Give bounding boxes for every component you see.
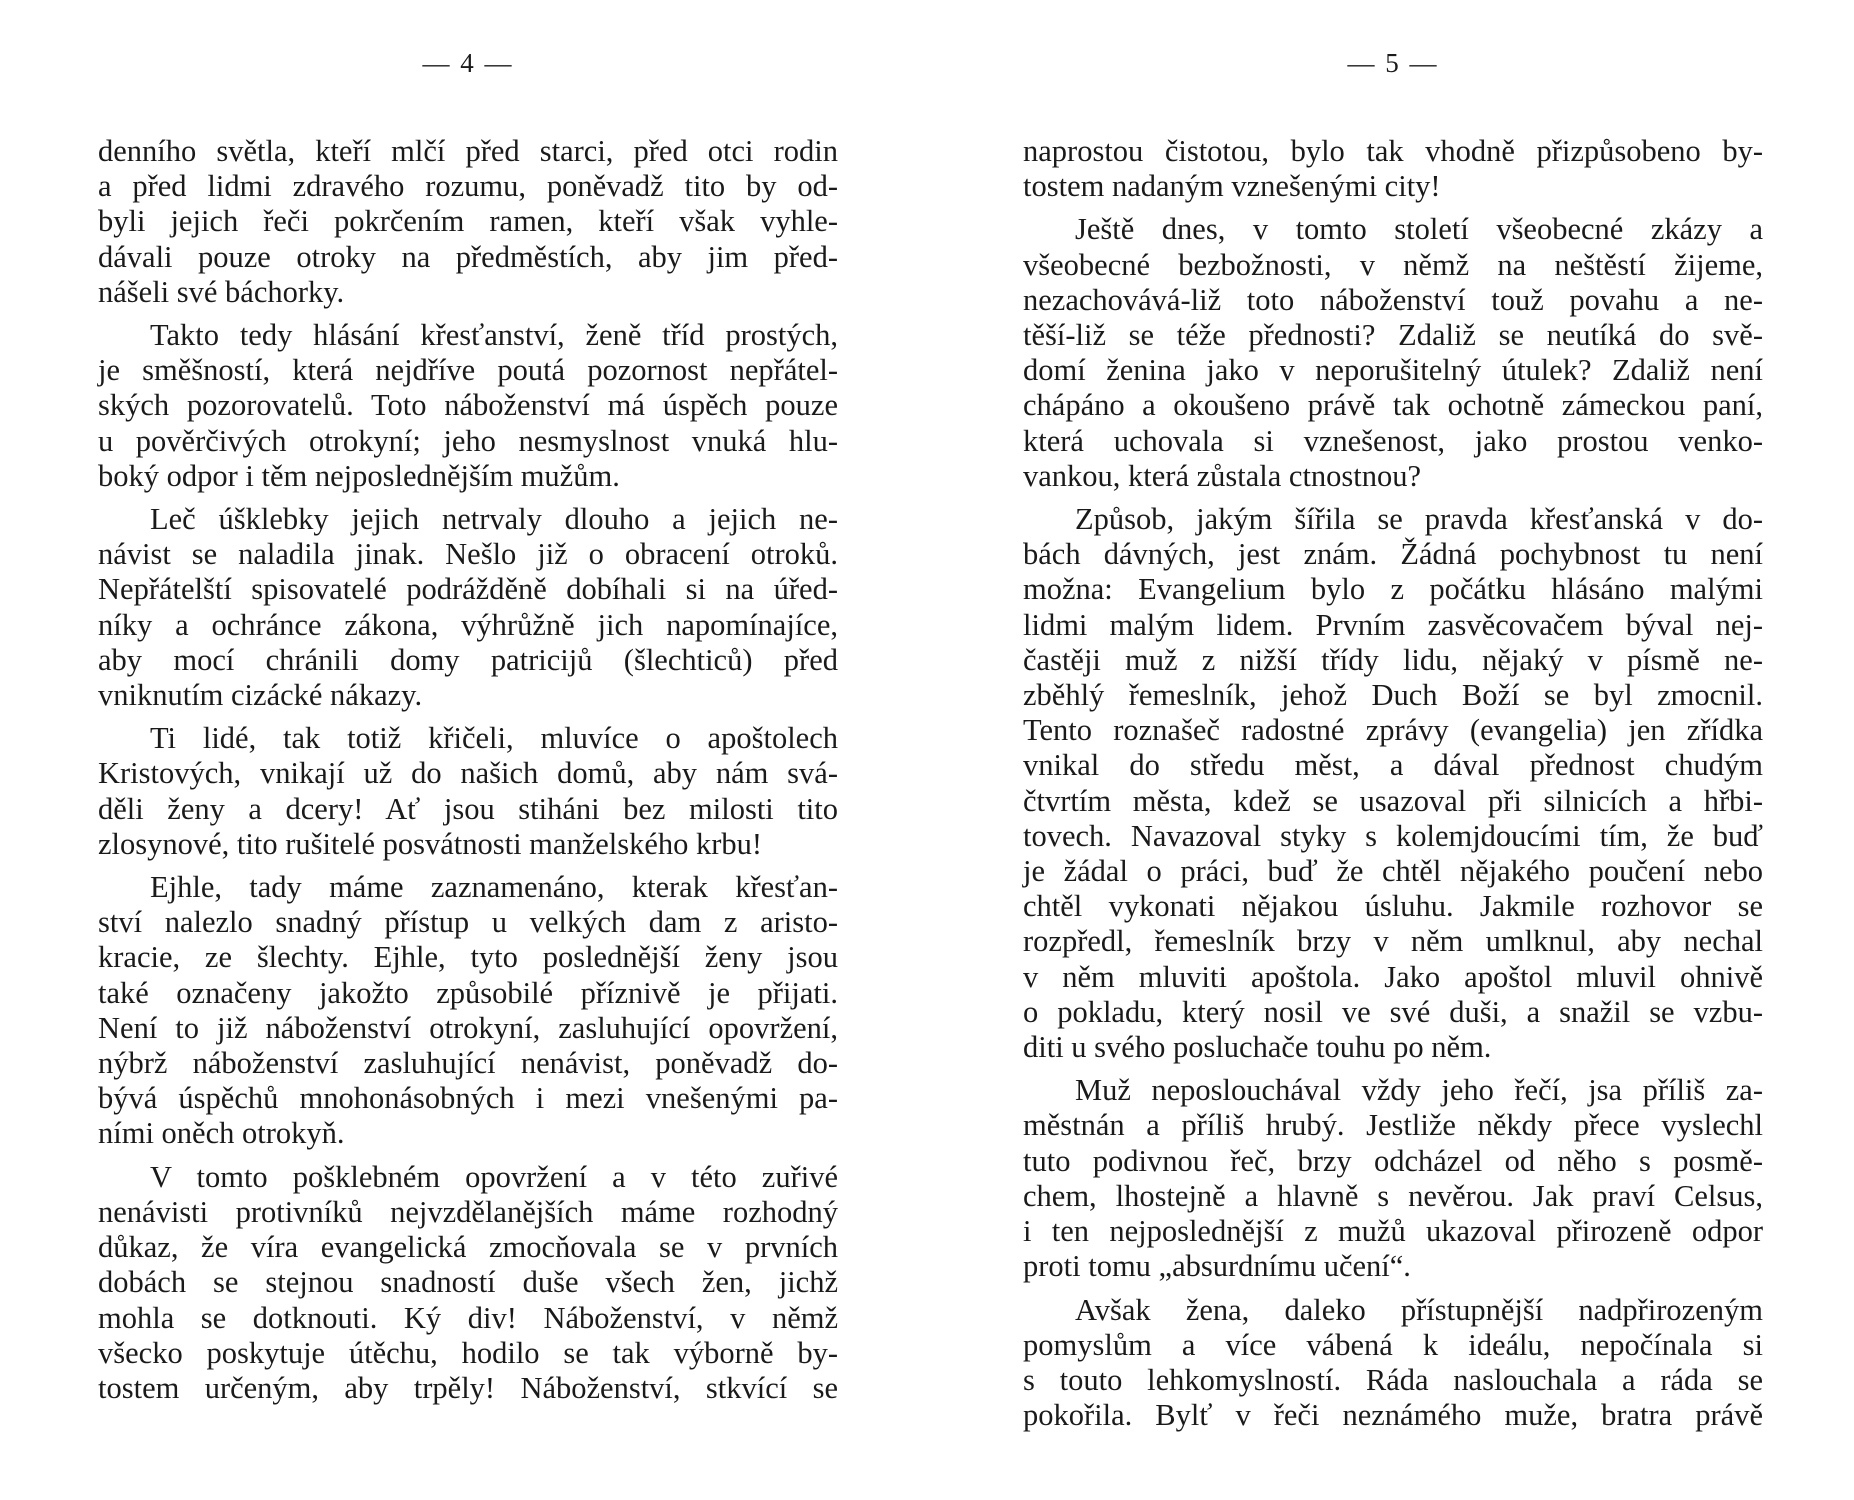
- text-line: Kristových, vnikají už do našich domů, aby nám svá-: [98, 756, 838, 791]
- text-line: nenávisti protivníků nejvzdělanějších máme rozhodný: [98, 1194, 838, 1229]
- text-line: čtvrtím města, kdež se usazoval při silnicích a hřbi-: [1023, 783, 1763, 818]
- text-line: a před lidmi zdravého rozumu, poněvadž tito by od-: [98, 169, 838, 204]
- paragraph: [1023, 1073, 1763, 1284]
- paragraph: [98, 502, 838, 713]
- text-line: tostem určeným, aby trpěly! Náboženství, stkvící se: [98, 1370, 838, 1405]
- paragraph: [98, 318, 838, 494]
- text-line: všecko poskytuje útěchu, hodilo se tak výborně by-: [98, 1335, 838, 1370]
- text-line: návist se naladila jinak. Nešlo již o obracení otroků.: [98, 537, 838, 572]
- right-page: [1023, 0, 1763, 1500]
- text-line: vnikal do středu měst, a dával přednost chudým: [1023, 748, 1763, 783]
- text-line: boký odpor i těm nejposlednějším mužům.: [98, 458, 620, 493]
- text-line: je směšností, která nejdříve poutá pozornost nepřátel-: [98, 353, 838, 388]
- text-line: proti tomu „absurdnímu učení“.: [1023, 1249, 1411, 1284]
- text-line: ství nalezlo snadný přístup u velkých dam z aristo-: [98, 905, 838, 940]
- text-line: o pokladu, který nosil ve své duši, a snažil se vzbu-: [1023, 994, 1763, 1029]
- text-line: tostem nadaným vznešenými city!: [1023, 169, 1441, 204]
- paragraph: [1023, 502, 1763, 1065]
- text-line: pomyslům a více vábená k ideálu, nepočínala si: [1023, 1327, 1763, 1362]
- text-line: bách dávných, jest znám. Žádná pochybnost tu není: [1023, 537, 1763, 572]
- text-line: chtěl vykonati nějakou úsluhu. Jakmile rozhovor se: [1023, 889, 1763, 924]
- page-number: — 4 —: [422, 48, 514, 78]
- text-line: Nepřátelští spisovatelé podrážděně dobíhali si na úřed-: [98, 572, 838, 607]
- text-line: bývá úspěchů mnohonásobných i mezi vnešenými pa-: [98, 1081, 838, 1116]
- text-line: lidmi malým lidem. Prvním zasvěcovačem býval nej-: [1023, 607, 1763, 642]
- text-line: Ejhle, tady máme zaznamenáno, kterak křesťan-: [150, 870, 838, 905]
- text-line: níky a ochránce zákona, výhrůžně jich napomínajíce,: [98, 607, 838, 642]
- text-line: důkaz, že víra evangelická zmocňovala se v prvních: [98, 1230, 838, 1265]
- text-line: zlosynové, tito rušitelé posvátnosti manželského krbu!: [98, 826, 763, 861]
- paragraph: [1023, 1293, 1763, 1434]
- text-line: nýbrž náboženství zasluhující nenávist, poněvadž do-: [98, 1046, 838, 1081]
- paragraph: [98, 870, 838, 1152]
- text-line: mohla se dotknouti. Ký div! Náboženství, v němž: [98, 1300, 838, 1335]
- page-number: — 5 —: [1347, 48, 1439, 78]
- text-line: chápáno a okoušeno právě tak ochotně zámeckou paní,: [1023, 388, 1763, 423]
- text-line: i ten nejposlednější z mužů ukazoval přirozeně odpor: [1023, 1214, 1763, 1249]
- text-line: naprostou čistotou, bylo tak vhodně přizpůsobeno by-: [1023, 134, 1763, 168]
- text-line: nezachovává-liž toto náboženství touž povahu a ne-: [1023, 282, 1763, 317]
- text-line: Způsob, jakým šířila se pravda křesťanská v do-: [1075, 502, 1763, 537]
- text-line: kracie, ze šlechty. Ejhle, tyto poslednější ženy jsou: [98, 940, 838, 975]
- text-line: byli jejich řeči pokrčením ramen, kteří však vyhle-: [98, 204, 838, 239]
- text-line: dávali pouze otroky na předměstích, aby jim před-: [98, 239, 838, 274]
- text-line: Tento roznašeč radostné zprávy (evangelia) jen zřídka: [1023, 713, 1763, 748]
- text-line: u pověrčivých otrokyní; jeho nesmyslnost vnuká hlu-: [98, 423, 838, 458]
- paragraph: [98, 1160, 838, 1406]
- text-line: Avšak žena, daleko přístupnější nadpřirozeným: [1075, 1292, 1763, 1327]
- text-line: diti u svého posluchače touhu po něm.: [1023, 1030, 1492, 1065]
- text-line: Takto tedy hlásání křesťanství, ženě tříd prostých,: [150, 318, 838, 353]
- page-body: [1023, 134, 1763, 1441]
- paragraph: [1023, 212, 1763, 494]
- text-line: dobách se stejnou snadností duše všech žen, jichž: [98, 1265, 838, 1300]
- text-line: také označeny jakožto způsobilé příznivě je přijati.: [98, 975, 838, 1010]
- text-line: tovech. Navazoval styky s kolemjdoucími tím, že buď: [1023, 818, 1763, 853]
- text-line: domí ženina jako v neporušitelný útulek? Zdaliž není: [1023, 353, 1763, 388]
- text-line: v něm mluviti apoštola. Jako apoštol mluvil ohnivě: [1023, 959, 1763, 994]
- text-line: která uchovala si vznešenost, jako prostou venko-: [1023, 423, 1763, 458]
- text-line: Ještě dnes, v tomto století všeobecné zkázy a: [1075, 212, 1763, 247]
- text-line: vankou, která zůstala ctnostnou?: [1023, 458, 1422, 493]
- text-line: zběhlý řemeslník, jehož Duch Boží se byl zmocnil.: [1023, 678, 1763, 713]
- text-line: aby mocí chránili domy patricijů (šlechticů) před: [98, 642, 838, 677]
- text-line: městnán a příliš hrubý. Jestliže někdy přece vyslechl: [1023, 1108, 1763, 1143]
- text-line: Není to již náboženství otrokyní, zasluhující opovržení,: [98, 1010, 838, 1045]
- text-line: ských pozorovatelů. Toto náboženství má úspěch pouze: [98, 388, 838, 423]
- text-line: častěji muž z nižší třídy lidu, nějaký v písmě ne-: [1023, 642, 1763, 677]
- text-line: děli ženy a dcery! Ať jsou stiháni bez milosti tito: [98, 791, 838, 826]
- text-line: Ti lidé, tak totiž křičeli, mluvíce o apoštolech: [150, 721, 838, 756]
- text-line: Leč úšklebky jejich netrvaly dlouho a jejich ne-: [150, 502, 838, 537]
- text-line: vniknutím cizácké nákazy.: [98, 678, 423, 713]
- text-line: s touto lehkomyslností. Ráda naslouchala a ráda se: [1023, 1362, 1763, 1397]
- text-line: tuto podivnou řeč, brzy odcházel od něho s posmě-: [1023, 1143, 1763, 1178]
- page-body: [98, 134, 838, 1414]
- text-line: možna: Evangelium bylo z počátku hlásáno malými: [1023, 572, 1763, 607]
- text-line: chem, lhostejně a hlavně s nevěrou. Jak praví Celsus,: [1023, 1178, 1763, 1213]
- left-page: [98, 0, 838, 1500]
- text-line: je žádal o práci, buď že chtěl nějakého poučení nebo: [1023, 854, 1763, 889]
- text-line: všeobecné bezbožnosti, v němž na neštěstí žijeme,: [1023, 247, 1763, 282]
- paragraph: [98, 721, 838, 862]
- text-line: pokořila. Bylť v řeči neznámého muže, bratra právě: [1023, 1398, 1763, 1433]
- paragraph: [98, 134, 838, 310]
- text-line: těší-liž se téže přednosti? Zdaliž se neutíká do svě-: [1023, 318, 1763, 353]
- text-line: V tomto pošklebném opovržení a v této zuřivé: [150, 1159, 838, 1194]
- paragraph: [1023, 134, 1763, 204]
- text-line: rozpředl, řemeslník brzy v něm umlknul, aby nechal: [1023, 924, 1763, 959]
- text-line: nášeli své báchorky.: [98, 274, 345, 309]
- text-line: denního světla, kteří mlčí před starci, před otci rodin: [98, 134, 838, 168]
- text-line: ními oněch otrokyň.: [98, 1116, 345, 1151]
- text-line: Muž neposlouchával vždy jeho řečí, jsa příliš za-: [1075, 1073, 1763, 1108]
